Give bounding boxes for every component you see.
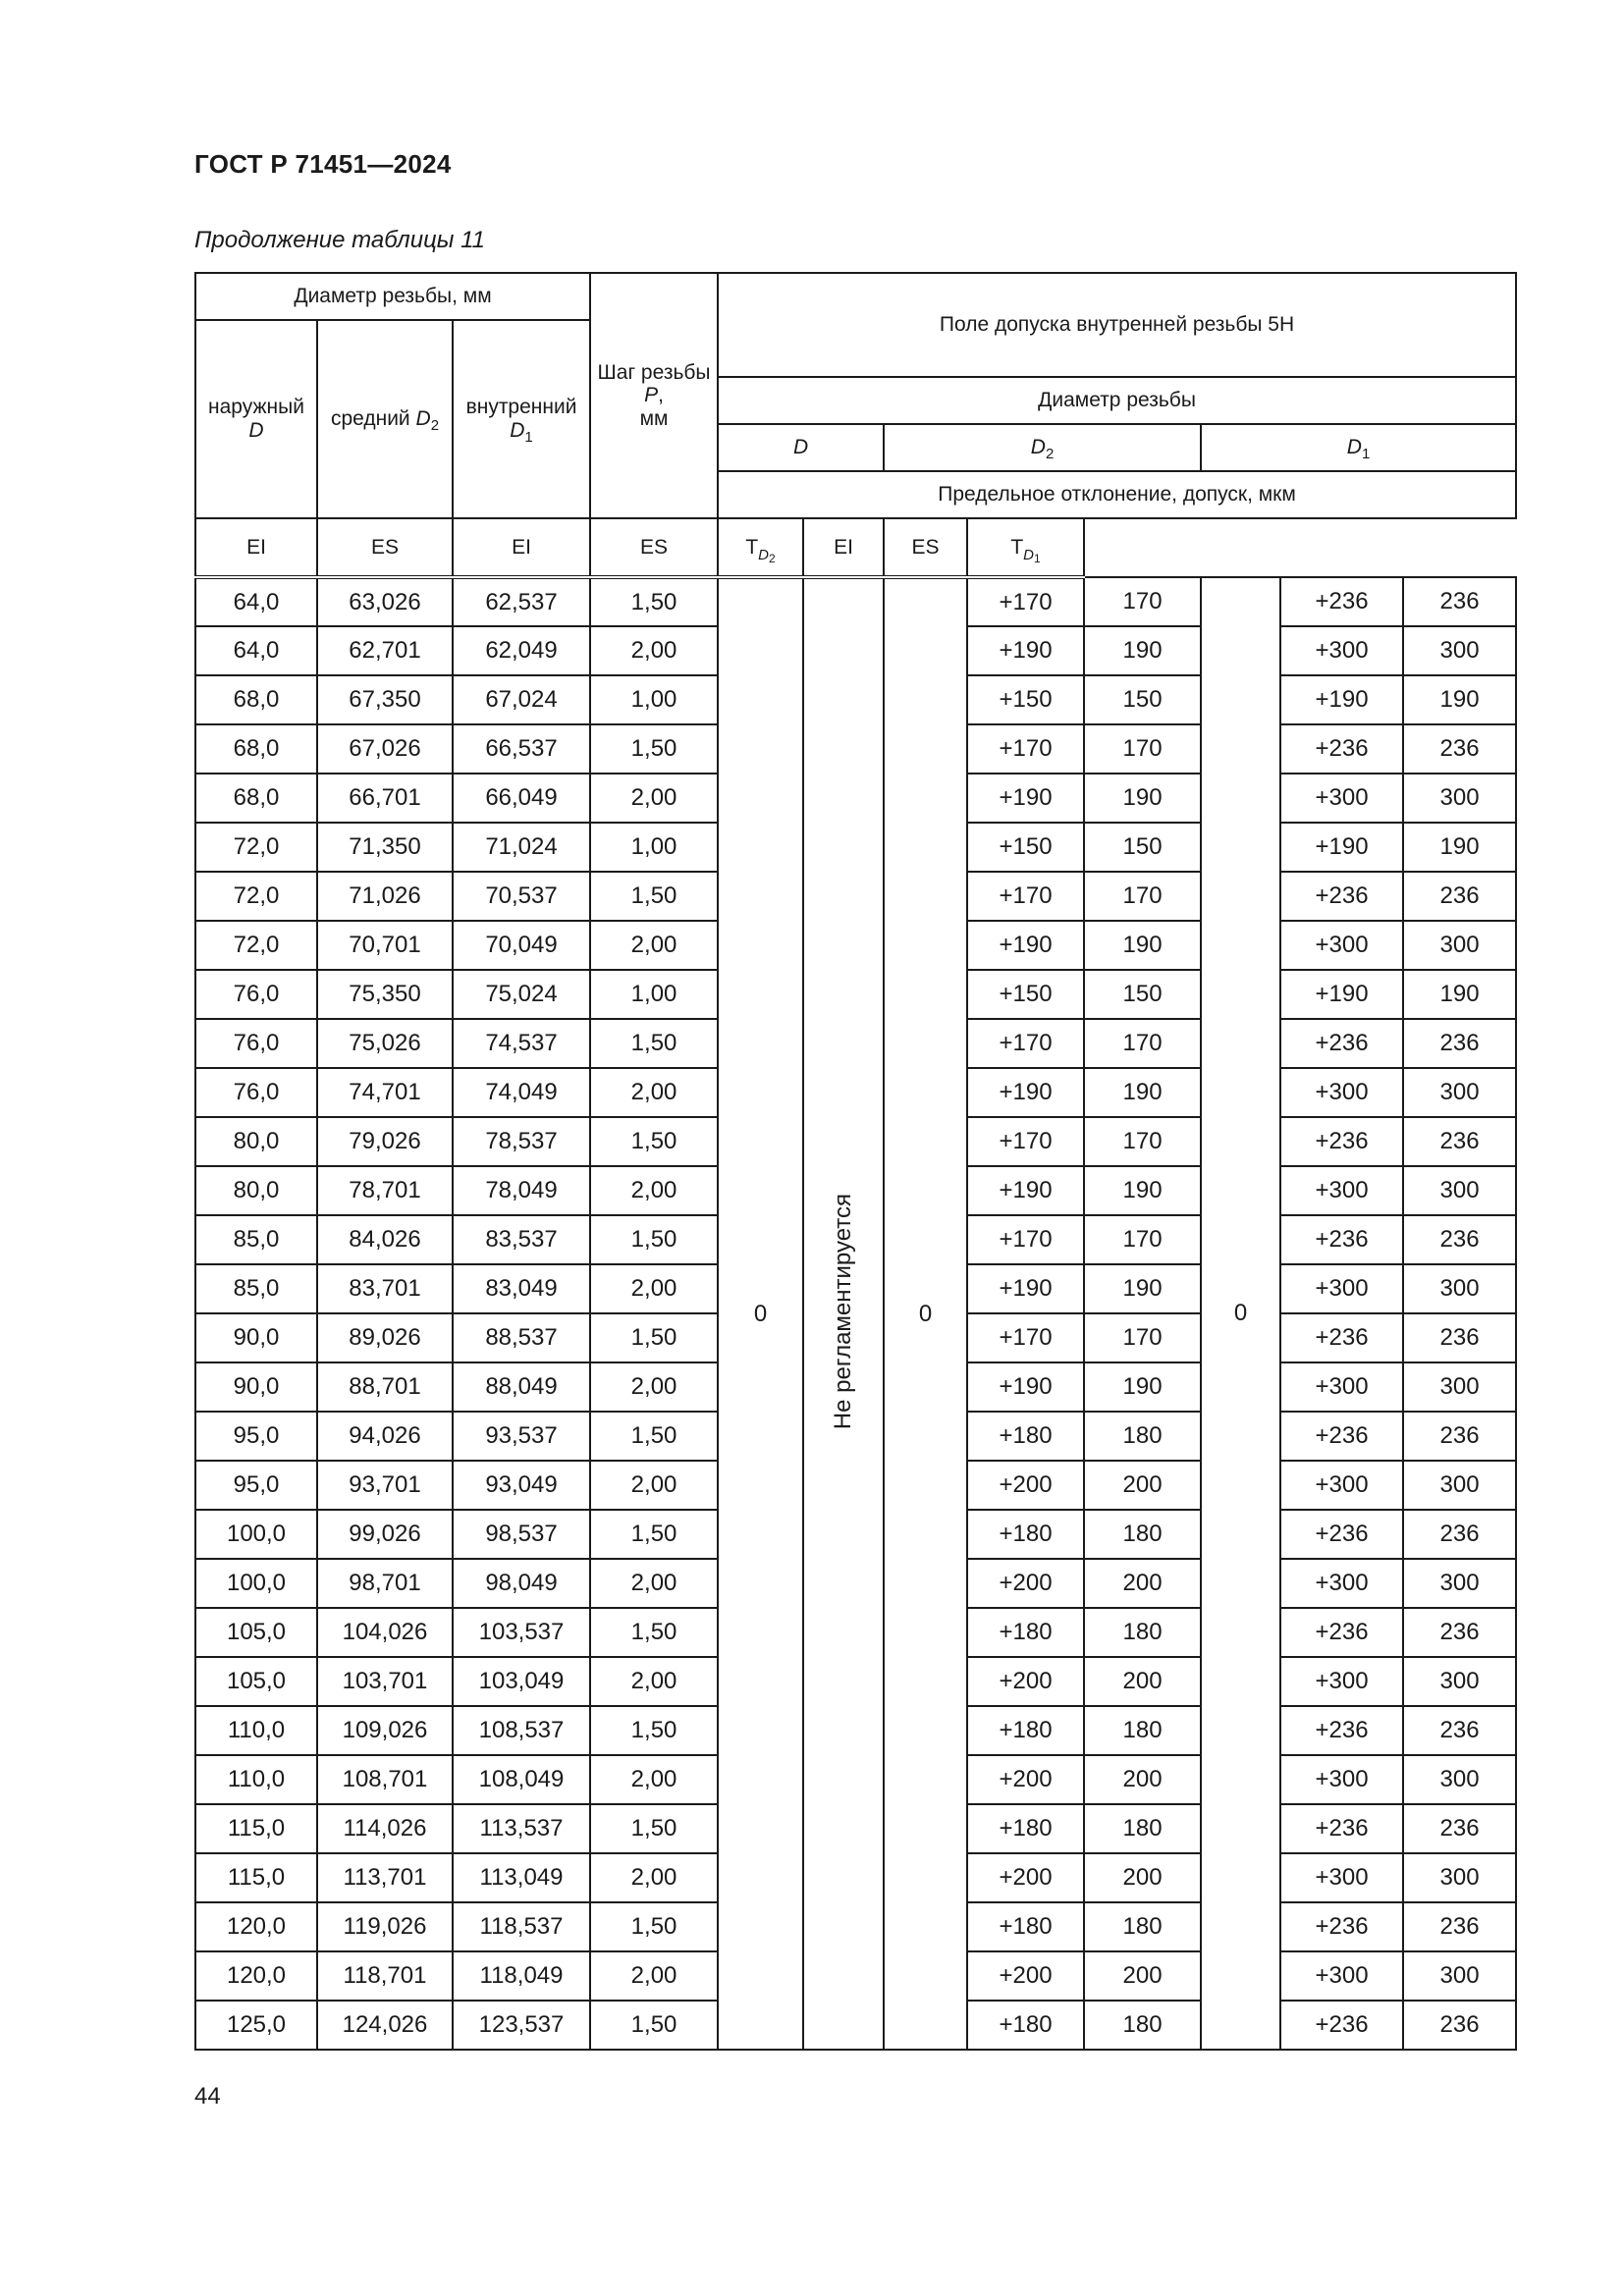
pitch-cell: 2,00 xyxy=(590,1951,718,2001)
middle-diameter-cell: 94,026 xyxy=(317,1412,453,1461)
td1-cell: 300 xyxy=(1403,1657,1516,1706)
td2-cell: 180 xyxy=(1084,1706,1201,1755)
pitch-cell: 1,00 xyxy=(590,970,718,1019)
td2-cell: 180 xyxy=(1084,1412,1201,1461)
inner-diameter-cell: 62,049 xyxy=(453,626,590,675)
pitch-cell: 2,00 xyxy=(590,1755,718,1804)
middle-diameter-cell: 74,701 xyxy=(317,1068,453,1117)
d1-es-cell: +300 xyxy=(1280,1362,1403,1412)
outer-diameter-cell: 90,0 xyxy=(195,1362,317,1412)
inner-diameter-cell: 118,537 xyxy=(453,1902,590,1951)
d1-es-cell: +236 xyxy=(1280,872,1403,921)
td2-cell: 170 xyxy=(1084,724,1201,774)
middle-diameter-cell: 83,701 xyxy=(317,1264,453,1313)
pitch-cell: 1,50 xyxy=(590,872,718,921)
d1-es-cell: +236 xyxy=(1280,1706,1403,1755)
pitch-cell: 2,00 xyxy=(590,921,718,970)
d2-es-cell: +180 xyxy=(967,2001,1084,2050)
group-d2-sub: 2 xyxy=(1045,446,1055,463)
td1-cell: 190 xyxy=(1403,675,1516,724)
middle-diameter-cell: 118,701 xyxy=(317,1951,453,2001)
table-caption: Продолжение таблицы 11 xyxy=(194,227,486,253)
d2-es-cell: +170 xyxy=(967,1215,1084,1264)
inner-diameter-cell: 74,537 xyxy=(453,1019,590,1068)
td1-subsub: 1 xyxy=(1034,551,1041,565)
td1-cell: 236 xyxy=(1403,1215,1516,1264)
d2-es-cell: +190 xyxy=(967,921,1084,970)
inner-diameter-cell: 71,024 xyxy=(453,823,590,872)
td1-cell: 300 xyxy=(1403,774,1516,823)
td1-cell: 300 xyxy=(1403,1853,1516,1902)
inner-diameter-cell: 113,049 xyxy=(453,1853,590,1902)
d1-es-cell: +300 xyxy=(1280,1853,1403,1902)
middle-diameter-cell: 124,026 xyxy=(317,2001,453,2050)
outer-diameter-cell: 76,0 xyxy=(195,1019,317,1068)
d1-es-cell: +190 xyxy=(1280,823,1403,872)
inner-diameter-cell: 88,049 xyxy=(453,1362,590,1412)
d2-ei-cell: 0 xyxy=(884,577,967,2050)
group-d1-symbol: D xyxy=(1346,436,1362,459)
not-regulated-text: Не регламентируется xyxy=(830,1193,857,1430)
inner-diameter-cell: 93,049 xyxy=(453,1461,590,1510)
pitch-cell: 1,50 xyxy=(590,1706,718,1755)
d2-es-cell: +180 xyxy=(967,1804,1084,1853)
d2-es-cell: +190 xyxy=(967,1166,1084,1215)
td1-sub: D xyxy=(1023,546,1035,563)
inner-diameter-cell: 118,049 xyxy=(453,1951,590,2001)
td2-cell: 180 xyxy=(1084,1608,1201,1657)
inner-diameter-cell: 88,537 xyxy=(453,1313,590,1362)
td2-cell: 170 xyxy=(1084,1019,1201,1068)
pitch-cell: 1,50 xyxy=(590,1902,718,1951)
td2-sub: D xyxy=(758,546,770,563)
d1-es-cell: +236 xyxy=(1280,724,1403,774)
outer-diameter-cell: 68,0 xyxy=(195,724,317,774)
inner-diameter-cell: 66,049 xyxy=(453,774,590,823)
middle-diameter-cell: 66,701 xyxy=(317,774,453,823)
td2-cell: 180 xyxy=(1084,1804,1201,1853)
inner-diameter-cell: 70,537 xyxy=(453,872,590,921)
td1-cell: 300 xyxy=(1403,1559,1516,1608)
td1-cell: 236 xyxy=(1403,1313,1516,1362)
outer-diameter-cell: 95,0 xyxy=(195,1412,317,1461)
inner-diameter-header xyxy=(453,320,590,518)
d1-es-cell: +236 xyxy=(1280,1608,1403,1657)
d2-es-cell: +150 xyxy=(967,823,1084,872)
outer-diameter-cell: 76,0 xyxy=(195,1068,317,1117)
middle-diameter-cell: 79,026 xyxy=(317,1117,453,1166)
pitch-label: Шаг резьбы xyxy=(597,360,711,384)
d1-es-cell: +236 xyxy=(1280,1902,1403,1951)
inner-diameter-cell: 74,049 xyxy=(453,1068,590,1117)
d2-es-cell: +150 xyxy=(967,675,1084,724)
outer-diameter-cell: 100,0 xyxy=(195,1559,317,1608)
d1-es-cell: +300 xyxy=(1280,774,1403,823)
pitch-cell: 2,00 xyxy=(590,1657,718,1706)
td1-cell: 236 xyxy=(1403,724,1516,774)
d-es-cell xyxy=(803,577,884,2050)
inner-diameter-cell: 108,049 xyxy=(453,1755,590,1804)
d-es-header: ES xyxy=(317,518,453,577)
thread-diameter-header: Диаметр резьбы, мм xyxy=(195,273,590,320)
d2-es-cell: +200 xyxy=(967,1951,1084,2001)
td1-cell: 300 xyxy=(1403,1755,1516,1804)
d1-es-cell: +236 xyxy=(1280,1412,1403,1461)
group-d2-symbol: D xyxy=(1030,436,1046,459)
table-body xyxy=(195,577,1516,2050)
middle-diameter-cell: 62,701 xyxy=(317,626,453,675)
outer-diameter-cell: 110,0 xyxy=(195,1706,317,1755)
d1-es-cell: +300 xyxy=(1280,1068,1403,1117)
d1-es-cell: +236 xyxy=(1280,2001,1403,2050)
td1-cell: 300 xyxy=(1403,626,1516,675)
d1-es-cell: +300 xyxy=(1280,626,1403,675)
d1-es-cell: +300 xyxy=(1280,1657,1403,1706)
pitch-cell: 2,00 xyxy=(590,1559,718,1608)
group-d-header xyxy=(718,424,884,471)
middle-diameter-cell: 70,701 xyxy=(317,921,453,970)
inner-diameter-cell: 98,049 xyxy=(453,1559,590,1608)
td1-cell: 236 xyxy=(1403,1117,1516,1166)
td2-cell: 150 xyxy=(1084,970,1201,1019)
middle-diameter-cell: 75,026 xyxy=(317,1019,453,1068)
pitch-cell: 2,00 xyxy=(590,774,718,823)
pitch-symbol: P xyxy=(644,384,659,407)
outer-diameter-cell: 105,0 xyxy=(195,1608,317,1657)
inner-diameter-cell: 123,537 xyxy=(453,2001,590,2050)
d1-es-cell: +236 xyxy=(1280,577,1403,626)
td2-cell: 180 xyxy=(1084,1510,1201,1559)
d2-es-cell: +170 xyxy=(967,1117,1084,1166)
d2-es-cell: +200 xyxy=(967,1853,1084,1902)
td2-cell: 200 xyxy=(1084,1951,1201,2001)
pitch-cell: 1,50 xyxy=(590,1412,718,1461)
pitch-cell: 2,00 xyxy=(590,626,718,675)
inner-symbol: D xyxy=(510,419,525,442)
td2-cell: 170 xyxy=(1084,1117,1201,1166)
d2-es-cell: +190 xyxy=(967,1068,1084,1117)
middle-diameter-cell: 63,026 xyxy=(317,577,453,626)
td1-cell: 236 xyxy=(1403,872,1516,921)
d1-es-cell: +300 xyxy=(1280,1461,1403,1510)
d1-es-cell: +300 xyxy=(1280,1559,1403,1608)
middle-diameter-cell: 103,701 xyxy=(317,1657,453,1706)
middle-diameter-cell: 71,350 xyxy=(317,823,453,872)
inner-diameter-cell: 113,537 xyxy=(453,1804,590,1853)
td1-header xyxy=(967,518,1084,577)
outer-diameter-header xyxy=(195,320,317,518)
pitch-cell: 1,00 xyxy=(590,675,718,724)
middle-diameter-header xyxy=(317,320,453,518)
td1-cell: 190 xyxy=(1403,823,1516,872)
d1-es-cell: +236 xyxy=(1280,1313,1403,1362)
group-d-symbol: D xyxy=(792,436,809,459)
d2-es-cell: +190 xyxy=(967,1264,1084,1313)
d1-es-cell: +236 xyxy=(1280,1019,1403,1068)
inner-label: внутренний xyxy=(465,396,577,419)
td1-cell: 236 xyxy=(1403,1608,1516,1657)
middle-diameter-cell: 88,701 xyxy=(317,1362,453,1412)
group-d1-header xyxy=(1201,424,1516,471)
pitch-cell: 2,00 xyxy=(590,1362,718,1412)
middle-sub: 2 xyxy=(430,417,440,435)
middle-diameter-cell: 109,026 xyxy=(317,1706,453,1755)
outer-diameter-cell: 100,0 xyxy=(195,1510,317,1559)
middle-diameter-cell: 84,026 xyxy=(317,1215,453,1264)
middle-diameter-cell: 119,026 xyxy=(317,1902,453,1951)
middle-label: средний xyxy=(330,407,410,431)
td2-cell: 200 xyxy=(1084,1657,1201,1706)
d2-es-cell: +180 xyxy=(967,1412,1084,1461)
td1-cell: 300 xyxy=(1403,1362,1516,1412)
inner-diameter-cell: 93,537 xyxy=(453,1412,590,1461)
d1-es-cell: +236 xyxy=(1280,1215,1403,1264)
outer-diameter-cell: 120,0 xyxy=(195,1902,317,1951)
td2-cell: 170 xyxy=(1084,1313,1201,1362)
d2-es-cell: +180 xyxy=(967,1902,1084,1951)
d2-es-cell: +170 xyxy=(967,1019,1084,1068)
td1-cell: 236 xyxy=(1403,1510,1516,1559)
outer-diameter-cell: 72,0 xyxy=(195,823,317,872)
td1-cell: 236 xyxy=(1403,577,1516,626)
inner-diameter-cell: 83,537 xyxy=(453,1215,590,1264)
td1-cell: 300 xyxy=(1403,1264,1516,1313)
middle-diameter-cell: 71,026 xyxy=(317,872,453,921)
d1-es-cell: +300 xyxy=(1280,1264,1403,1313)
d1-es-cell: +236 xyxy=(1280,1117,1403,1166)
d2-es-cell: +170 xyxy=(967,724,1084,774)
outer-diameter-cell: 72,0 xyxy=(195,872,317,921)
outer-diameter-cell: 110,0 xyxy=(195,1755,317,1804)
d1-es-cell: +190 xyxy=(1280,675,1403,724)
group-d2-header xyxy=(884,424,1201,471)
pitch-header: Шаг резьбы P, мм xyxy=(590,273,718,518)
pitch-cell: 1,50 xyxy=(590,2001,718,2050)
td1-cell: 300 xyxy=(1403,1068,1516,1117)
td2-t: T xyxy=(745,535,759,559)
outer-diameter-cell: 120,0 xyxy=(195,1951,317,2001)
pitch-cell: 2,00 xyxy=(590,1264,718,1313)
pitch-cell: 1,50 xyxy=(590,1313,718,1362)
middle-diameter-cell: 104,026 xyxy=(317,1608,453,1657)
outer-label: наружный xyxy=(208,396,304,419)
td2-cell: 150 xyxy=(1084,823,1201,872)
d1-es-cell: +190 xyxy=(1280,970,1403,1019)
pitch-cell: 2,00 xyxy=(590,1461,718,1510)
middle-diameter-cell: 89,026 xyxy=(317,1313,453,1362)
middle-diameter-cell: 98,701 xyxy=(317,1559,453,1608)
inner-diameter-cell: 78,049 xyxy=(453,1166,590,1215)
tolerance-field-header: Поле допуска внутренней резьбы 5Н xyxy=(718,273,1516,377)
td2-cell: 190 xyxy=(1084,1264,1201,1313)
td2-cell: 190 xyxy=(1084,1362,1201,1412)
pitch-cell: 1,50 xyxy=(590,1215,718,1264)
td2-cell: 170 xyxy=(1084,1215,1201,1264)
d2-es-cell: +170 xyxy=(967,577,1084,626)
outer-diameter-cell: 64,0 xyxy=(195,577,317,626)
td1-cell: 236 xyxy=(1403,1412,1516,1461)
outer-diameter-cell: 95,0 xyxy=(195,1461,317,1510)
d1-es-cell: +300 xyxy=(1280,921,1403,970)
td1-cell: 300 xyxy=(1403,1166,1516,1215)
td1-cell: 236 xyxy=(1403,1902,1516,1951)
pitch-cell: 2,00 xyxy=(590,1853,718,1902)
middle-diameter-cell: 67,350 xyxy=(317,675,453,724)
d2-es-cell: +200 xyxy=(967,1657,1084,1706)
outer-diameter-cell: 105,0 xyxy=(195,1657,317,1706)
outer-diameter-cell: 115,0 xyxy=(195,1804,317,1853)
inner-diameter-cell: 70,049 xyxy=(453,921,590,970)
outer-diameter-cell: 76,0 xyxy=(195,970,317,1019)
outer-diameter-cell: 125,0 xyxy=(195,2001,317,2050)
inner-diameter-cell: 62,537 xyxy=(453,577,590,626)
d1-es-cell: +300 xyxy=(1280,1755,1403,1804)
pitch-cell: 1,50 xyxy=(590,577,718,626)
pitch-cell: 2,00 xyxy=(590,1166,718,1215)
d1-es-cell: +300 xyxy=(1280,1166,1403,1215)
td1-cell: 300 xyxy=(1403,1461,1516,1510)
document-title: ГОСТ Р 71451—2024 xyxy=(194,149,452,179)
inner-diameter-cell: 103,049 xyxy=(453,1657,590,1706)
d1-ei-cell: 0 xyxy=(1201,577,1280,2050)
pitch-cell: 1,00 xyxy=(590,823,718,872)
outer-diameter-cell: 90,0 xyxy=(195,1313,317,1362)
d2-es-cell: +190 xyxy=(967,626,1084,675)
middle-diameter-cell: 93,701 xyxy=(317,1461,453,1510)
diameter-group-header: Диаметр резьбы xyxy=(718,377,1516,424)
outer-diameter-cell: 72,0 xyxy=(195,921,317,970)
pitch-cell: 2,00 xyxy=(590,1068,718,1117)
inner-diameter-cell: 108,537 xyxy=(453,1706,590,1755)
d1-ei-header: EI xyxy=(803,518,884,577)
td2-cell: 190 xyxy=(1084,774,1201,823)
d2-es-cell: +180 xyxy=(967,1510,1084,1559)
pitch-cell: 1,50 xyxy=(590,1804,718,1853)
d1-es-header: ES xyxy=(884,518,967,577)
d1-es-cell: +236 xyxy=(1280,1510,1403,1559)
d1-es-cell: +236 xyxy=(1280,1804,1403,1853)
pitch-cell: 1,50 xyxy=(590,1019,718,1068)
td2-cell: 200 xyxy=(1084,1461,1201,1510)
td2-cell: 170 xyxy=(1084,577,1201,626)
td2-cell: 150 xyxy=(1084,675,1201,724)
middle-diameter-cell: 67,026 xyxy=(317,724,453,774)
td2-cell: 190 xyxy=(1084,1068,1201,1117)
pitch-cell: 1,50 xyxy=(590,724,718,774)
d2-es-cell: +180 xyxy=(967,1608,1084,1657)
inner-diameter-cell: 67,024 xyxy=(453,675,590,724)
td2-cell: 180 xyxy=(1084,2001,1201,2050)
inner-diameter-cell: 83,049 xyxy=(453,1264,590,1313)
td2-cell: 200 xyxy=(1084,1755,1201,1804)
middle-diameter-cell: 78,701 xyxy=(317,1166,453,1215)
td2-cell: 190 xyxy=(1084,921,1201,970)
inner-sub: 1 xyxy=(524,429,533,446)
middle-diameter-cell: 108,701 xyxy=(317,1755,453,1804)
d2-es-cell: +200 xyxy=(967,1755,1084,1804)
inner-diameter-cell: 66,537 xyxy=(453,724,590,774)
td2-cell: 170 xyxy=(1084,872,1201,921)
inner-diameter-cell: 103,537 xyxy=(453,1608,590,1657)
pitch-cell: 1,50 xyxy=(590,1117,718,1166)
outer-diameter-cell: 80,0 xyxy=(195,1117,317,1166)
page-number: 44 xyxy=(194,2083,221,2109)
td1-cell: 236 xyxy=(1403,1804,1516,1853)
outer-diameter-cell: 64,0 xyxy=(195,626,317,675)
td1-cell: 300 xyxy=(1403,1951,1516,2001)
inner-diameter-cell: 78,537 xyxy=(453,1117,590,1166)
td1-cell: 190 xyxy=(1403,970,1516,1019)
middle-diameter-cell: 75,350 xyxy=(317,970,453,1019)
td2-cell: 180 xyxy=(1084,1902,1201,1951)
outer-diameter-cell: 68,0 xyxy=(195,675,317,724)
pitch-cell: 1,50 xyxy=(590,1608,718,1657)
td2-cell: 190 xyxy=(1084,1166,1201,1215)
td2-header xyxy=(718,518,803,577)
group-d1-sub: 1 xyxy=(1361,446,1371,463)
d2-es-cell: +200 xyxy=(967,1559,1084,1608)
pitch-cell: 1,50 xyxy=(590,1510,718,1559)
middle-diameter-cell: 99,026 xyxy=(317,1510,453,1559)
d-ei-cell: 0 xyxy=(718,577,803,2050)
middle-symbol: D xyxy=(415,407,431,431)
inner-diameter-cell: 98,537 xyxy=(453,1510,590,1559)
d2-es-cell: +190 xyxy=(967,1362,1084,1412)
d2-es-cell: +170 xyxy=(967,1313,1084,1362)
d2-es-cell: +200 xyxy=(967,1461,1084,1510)
middle-diameter-cell: 113,701 xyxy=(317,1853,453,1902)
td1-cell: 236 xyxy=(1403,1706,1516,1755)
outer-diameter-cell: 80,0 xyxy=(195,1166,317,1215)
d1-es-cell: +300 xyxy=(1280,1951,1403,2001)
d2-es-cell: +150 xyxy=(967,970,1084,1019)
table-row xyxy=(195,577,1516,626)
outer-diameter-cell: 115,0 xyxy=(195,1853,317,1902)
outer-diameter-cell: 85,0 xyxy=(195,1215,317,1264)
d2-es-cell: +170 xyxy=(967,872,1084,921)
td2-cell: 200 xyxy=(1084,1853,1201,1902)
td2-cell: 200 xyxy=(1084,1559,1201,1608)
deviation-header: Предельное отклонение, допуск, мкм xyxy=(718,471,1516,518)
d2-ei-header: EI xyxy=(453,518,590,577)
outer-symbol: D xyxy=(248,419,264,442)
td1-cell: 236 xyxy=(1403,2001,1516,2050)
pitch-unit: мм xyxy=(639,406,669,430)
td1-cell: 300 xyxy=(1403,921,1516,970)
td1-cell: 236 xyxy=(1403,1019,1516,1068)
inner-diameter-cell: 75,024 xyxy=(453,970,590,1019)
d2-es-cell: +190 xyxy=(967,774,1084,823)
d2-es-header: ES xyxy=(590,518,718,577)
td2-subsub: 2 xyxy=(769,551,776,565)
d-ei-header: EI xyxy=(195,518,317,577)
middle-diameter-cell: 114,026 xyxy=(317,1804,453,1853)
td2-cell: 190 xyxy=(1084,626,1201,675)
outer-diameter-cell: 68,0 xyxy=(195,774,317,823)
d2-es-cell: +180 xyxy=(967,1706,1084,1755)
outer-diameter-cell: 85,0 xyxy=(195,1264,317,1313)
tolerance-table xyxy=(194,272,1517,2051)
td1-t: T xyxy=(1010,535,1024,559)
